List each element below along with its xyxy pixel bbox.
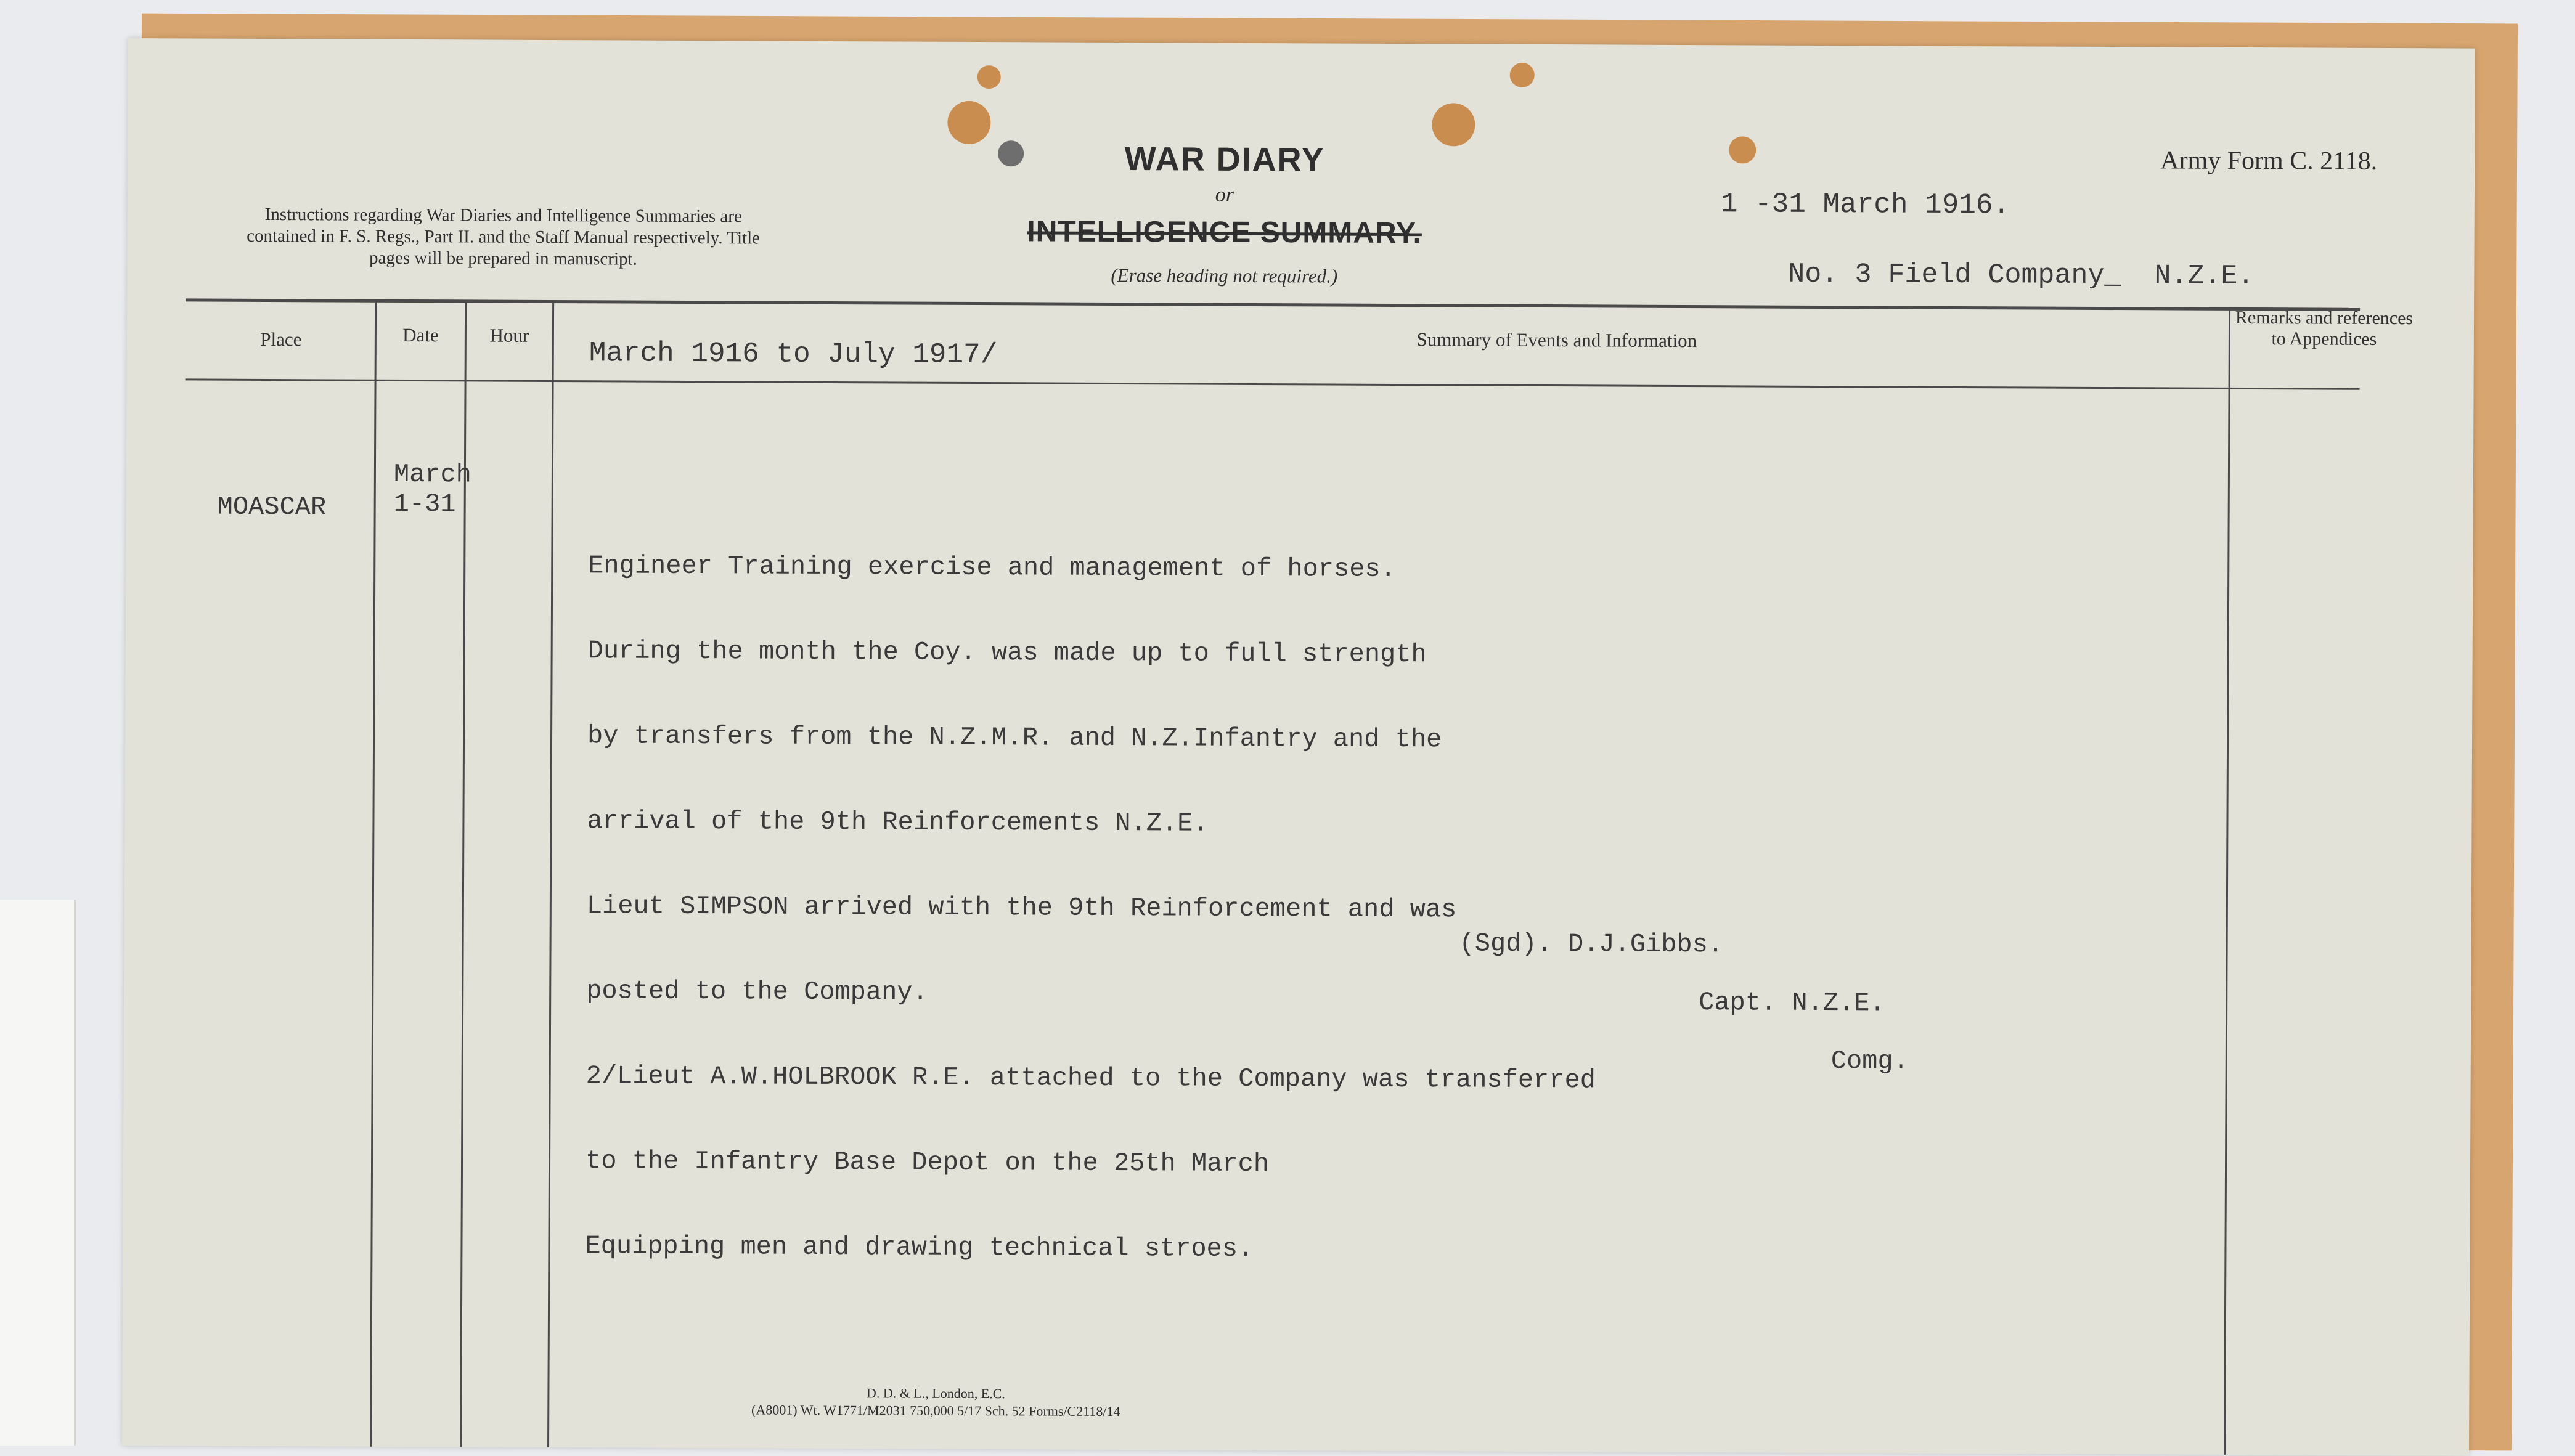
signature-rank: Capt. N.Z.E. <box>1699 988 1885 1019</box>
entry-place: MOASCAR <box>217 492 327 523</box>
entry-date-month: March <box>393 459 472 490</box>
signature-name: (Sgd). D.J.Gibbs. <box>1459 929 1724 960</box>
column-header-date: Date <box>402 323 439 346</box>
table-top-rule <box>186 298 2360 311</box>
printer-line: (A8001) Wt. W1771/M2031 750,000 5/17 Sch. 52 Forms/C2118/14 <box>751 1402 1120 1420</box>
punch-hole <box>947 101 990 144</box>
entry-date-days: 1-31 <box>393 489 456 519</box>
printer-imprint <box>603 1383 1268 1421</box>
summary-line: to the Infantry Base Depot on the 25th March <box>585 1146 1270 1179</box>
column-divider <box>370 301 377 1447</box>
date-range: 1 -31 March 1916. <box>1720 188 2010 222</box>
summary-line: During the month the Coy. was made up to full strength <box>587 636 1427 670</box>
summary-line: posted to the Company. <box>586 976 928 1007</box>
column-header-remarks: Remarks and references to Appendices <box>2235 307 2414 349</box>
entry-summary <box>585 495 1598 1321</box>
summary-line: 2/Lieut A.W.HOLBROOK R.E. attached to the Company was transferred <box>586 1061 1596 1096</box>
header-bottom-rule <box>186 378 2360 389</box>
instructions-text: Instructions regarding War Diaries and Intelligence Summaries are contained in F. S. Regs., Part II. and the Staff Manual respectively. Title pages will be prepared in manuscript. <box>247 204 761 269</box>
summary-line: arrival of the 9th Reinforcements N.Z.E. <box>587 806 1209 839</box>
title-or: or <box>1215 183 1234 206</box>
erase-note: (Erase heading not required.) <box>1111 264 1338 287</box>
form-number: Army Form C. 2118. <box>2160 146 2378 176</box>
punch-hole <box>1510 63 1535 87</box>
column-divider <box>2224 309 2230 1455</box>
summary-line: by transfers from the N.Z.M.R. and N.Z.Infantry and the <box>587 721 1442 755</box>
column-header-summary: Summary of Events and Information <box>1416 328 1697 352</box>
unit-name: No. 3 Field Company_ N.Z.E. <box>1788 258 2255 293</box>
struck-title: INTELLIGENCE SUMMARY. <box>1027 215 1422 250</box>
punch-hole <box>1432 103 1475 146</box>
summary-line: Lieut SIMPSON arrived with the 9th Reinforcement and was <box>586 891 1457 925</box>
column-header-hour: Hour <box>489 324 529 346</box>
war-diary-page <box>122 38 2475 1456</box>
background-sheet <box>0 900 76 1446</box>
punch-hole <box>977 65 1001 89</box>
page-title: WAR DIARY <box>1124 140 1325 179</box>
printer-line: D. D. & L., London, E.C. <box>866 1385 1005 1402</box>
column-divider <box>547 301 554 1447</box>
column-header-place: Place <box>260 328 302 351</box>
punch-hole <box>1729 136 1756 163</box>
summary-line: Engineer Training exercise and management of horses. <box>588 551 1396 584</box>
diary-period: March 1916 to July 1917/ <box>589 337 998 372</box>
summary-line: Equipping men and drawing technical stroes. <box>585 1231 1254 1264</box>
signature-role: Comg. <box>1830 1046 1909 1076</box>
